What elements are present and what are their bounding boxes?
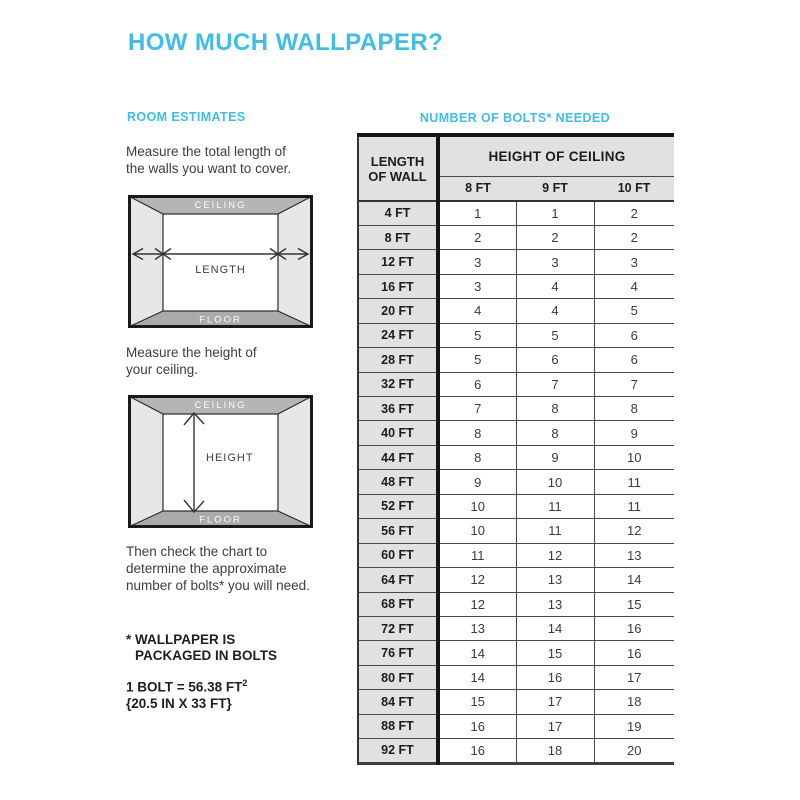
row-label: 84 FT (358, 690, 438, 714)
bolt-count: 8 (438, 421, 516, 445)
bolt-count: 12 (438, 592, 516, 616)
row-label: 20 FT (358, 299, 438, 323)
bolt-size-line1 (126, 675, 247, 696)
bolt-count: 15 (438, 690, 516, 714)
room-estimates-heading: ROOM ESTIMATES (127, 110, 246, 124)
table-row (358, 250, 674, 274)
table-row (358, 201, 674, 225)
bolt-count: 7 (594, 372, 674, 396)
bolt-count: 9 (516, 445, 594, 469)
table-row (358, 739, 674, 763)
row-label: 24 FT (358, 323, 438, 347)
table-row (358, 714, 674, 738)
bolt-count: 5 (594, 299, 674, 323)
bolts-table-heading: NUMBER OF BOLTS* NEEDED (419, 111, 611, 125)
left-wall-surface (130, 397, 164, 527)
step2-instruction (126, 344, 257, 378)
bolts-footnote (126, 632, 277, 664)
bolt-count: 4 (438, 299, 516, 323)
bolt-count: 19 (594, 714, 674, 738)
col-header-8ft: 8 FT (438, 176, 516, 201)
bolt-count: 4 (516, 274, 594, 298)
room-perspective-length-svg (128, 195, 313, 328)
length-of-wall-line2: OF WALL (368, 168, 427, 184)
row-label: 68 FT (358, 592, 438, 616)
row-label: 16 FT (358, 274, 438, 298)
bolt-count: 12 (438, 568, 516, 592)
bolt-count: 16 (516, 665, 594, 689)
bolt-count: 8 (438, 445, 516, 469)
ceiling-label: CEILING (194, 200, 247, 211)
step3-line1: Then check the chart to (126, 544, 268, 559)
bolt-count: 16 (594, 616, 674, 640)
page-title: HOW MUCH WALLPAPER? (128, 29, 444, 56)
col-header-9ft: 9 FT (516, 176, 594, 201)
bolt-count: 1 (438, 201, 516, 225)
bolt-count: 10 (438, 519, 516, 543)
bolt-count: 10 (594, 445, 674, 469)
step1-line1: Measure the total length of (126, 144, 286, 159)
bolt-count: 6 (594, 348, 674, 372)
bolt-count: 18 (516, 739, 594, 763)
bolt-count: 11 (594, 470, 674, 494)
table-row (358, 543, 674, 567)
table-row (358, 568, 674, 592)
row-label: 40 FT (358, 421, 438, 445)
row-label: 48 FT (358, 470, 438, 494)
bolt-count: 13 (438, 616, 516, 640)
bolt-count: 8 (516, 397, 594, 421)
height-dimension-label: HEIGHT (206, 452, 254, 464)
bolt-count: 17 (594, 665, 674, 689)
bolt-count: 17 (516, 714, 594, 738)
length-of-wall-header (358, 135, 438, 201)
bolt-count: 1 (516, 201, 594, 225)
bolt-count: 6 (438, 372, 516, 396)
bolt-count: 20 (594, 739, 674, 763)
bolt-count: 16 (594, 641, 674, 665)
height-room-diagram (128, 395, 313, 533)
bolt-count: 5 (516, 323, 594, 347)
bolt-size-text: 1 BOLT = 56.38 FT (126, 679, 243, 695)
bolt-count: 4 (516, 299, 594, 323)
step3-line3: number of bolts* you will need. (126, 578, 310, 593)
bolt-count: 14 (438, 665, 516, 689)
bolt-count: 7 (516, 372, 594, 396)
ceiling-label: CEILING (194, 400, 247, 411)
table-row (358, 421, 674, 445)
row-label: 56 FT (358, 519, 438, 543)
row-label: 12 FT (358, 250, 438, 274)
bolt-count: 13 (594, 543, 674, 567)
bolt-count: 14 (594, 568, 674, 592)
bolt-count: 2 (438, 225, 516, 249)
room-perspective-height-svg (128, 395, 313, 528)
bolt-count: 11 (438, 543, 516, 567)
step1-line2: the walls you want to cover. (126, 161, 292, 176)
row-label: 52 FT (358, 494, 438, 518)
bolt-count: 9 (594, 421, 674, 445)
floor-label: FLOOR (199, 514, 242, 526)
table-row (358, 445, 674, 469)
table-row (358, 616, 674, 640)
table-row (358, 372, 674, 396)
bolt-count: 5 (438, 348, 516, 372)
bolt-count: 7 (438, 397, 516, 421)
table-row (358, 641, 674, 665)
length-of-wall-line1: LENGTH (370, 153, 425, 169)
length-room-diagram (128, 195, 313, 333)
bolt-count: 4 (594, 274, 674, 298)
bolt-count: 13 (516, 592, 594, 616)
bolt-size-line2: {20.5 IN X 33 FT} (126, 695, 232, 711)
table-row (358, 348, 674, 372)
bolt-count: 2 (594, 201, 674, 225)
bolt-count: 11 (516, 494, 594, 518)
footnote-line2: PACKAGED IN BOLTS (135, 648, 278, 663)
row-label: 60 FT (358, 543, 438, 567)
bolt-count: 14 (438, 641, 516, 665)
step3-line2: determine the approximate (126, 561, 287, 576)
bolt-count: 11 (594, 494, 674, 518)
row-label: 72 FT (358, 616, 438, 640)
table-row (358, 397, 674, 421)
row-label: 92 FT (358, 739, 438, 763)
bolt-count: 3 (594, 250, 674, 274)
bolt-count: 14 (516, 616, 594, 640)
step3-instruction (126, 543, 310, 594)
table-row (358, 690, 674, 714)
table-row (358, 274, 674, 298)
bolt-size-info (126, 675, 247, 712)
row-label: 32 FT (358, 372, 438, 396)
bolt-count: 10 (516, 470, 594, 494)
bolt-count: 16 (438, 714, 516, 738)
bolt-count: 12 (594, 519, 674, 543)
left-wall-surface (130, 197, 164, 327)
bolt-count: 10 (438, 494, 516, 518)
right-wall-surface (278, 197, 312, 327)
table-row (358, 323, 674, 347)
length-dimension-label: LENGTH (195, 264, 246, 276)
height-of-ceiling-header: HEIGHT OF CEILING (438, 135, 674, 176)
bolt-count: 11 (516, 519, 594, 543)
bolt-count: 12 (516, 543, 594, 567)
row-label: 64 FT (358, 568, 438, 592)
bolts-table-rows (358, 201, 674, 763)
bolt-count: 18 (594, 690, 674, 714)
bolt-count: 3 (438, 250, 516, 274)
step2-line1: Measure the height of (126, 345, 257, 360)
bolt-count: 2 (594, 225, 674, 249)
row-label: 4 FT (358, 201, 438, 225)
row-label: 44 FT (358, 445, 438, 469)
bolt-count: 3 (438, 274, 516, 298)
bolt-count: 2 (516, 225, 594, 249)
footnote-line1: * WALLPAPER IS (126, 632, 236, 647)
bolt-count: 17 (516, 690, 594, 714)
step2-line2: your ceiling. (126, 362, 199, 377)
bolt-count: 8 (594, 397, 674, 421)
bolts-table-header (358, 135, 674, 201)
floor-label: FLOOR (199, 314, 242, 326)
table-row (358, 299, 674, 323)
row-label: 36 FT (358, 397, 438, 421)
bolt-count: 15 (594, 592, 674, 616)
table-row (358, 519, 674, 543)
row-label: 28 FT (358, 348, 438, 372)
table-row (358, 225, 674, 249)
bolt-size-superscript: 2 (242, 678, 248, 688)
bolt-count: 8 (516, 421, 594, 445)
bolt-count: 6 (594, 323, 674, 347)
row-label: 8 FT (358, 225, 438, 249)
table-row (358, 470, 674, 494)
back-wall (163, 214, 278, 311)
col-header-10ft: 10 FT (594, 176, 674, 201)
row-label: 88 FT (358, 714, 438, 738)
bolt-count: 5 (438, 323, 516, 347)
right-wall-surface (278, 397, 312, 527)
step1-instruction (126, 143, 291, 177)
bolt-count: 13 (516, 568, 594, 592)
bolt-count: 9 (438, 470, 516, 494)
table-row (358, 494, 674, 518)
bolt-count: 6 (516, 348, 594, 372)
bolts-needed-table (357, 133, 674, 765)
bolt-count: 15 (516, 641, 594, 665)
row-label: 80 FT (358, 665, 438, 689)
bolt-count: 16 (438, 739, 516, 763)
bolt-count: 3 (516, 250, 594, 274)
row-label: 76 FT (358, 641, 438, 665)
table-row (358, 592, 674, 616)
table-row (358, 665, 674, 689)
